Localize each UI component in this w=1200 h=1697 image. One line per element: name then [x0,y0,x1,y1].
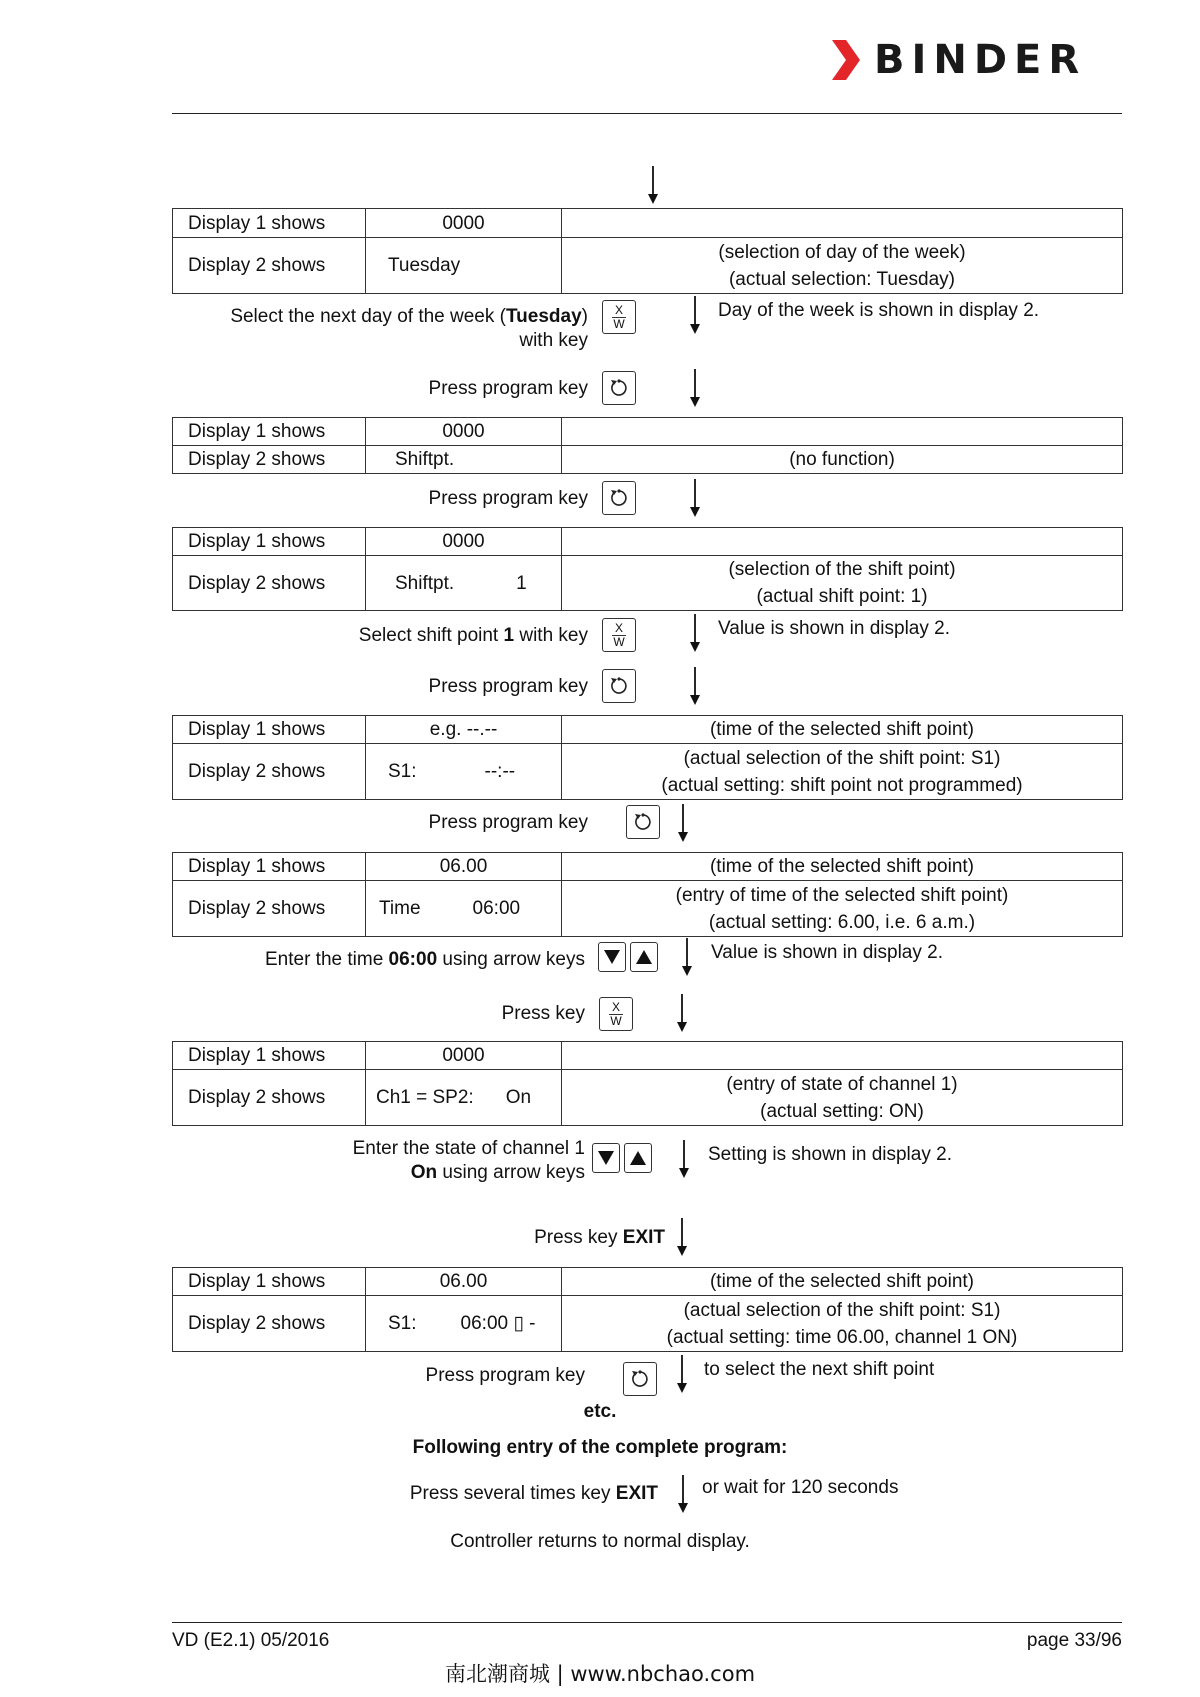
arrow-down-icon [688,479,702,519]
step-press-program-key: Press program key [425,1365,585,1386]
display-2-label: Display 2 shows [173,556,366,611]
etc-label: etc. [583,1401,617,1422]
step-press-program-key: Press program key [428,676,588,697]
brand-logo [832,38,1086,82]
display-1-value: 0000 [366,528,562,556]
display-2-label: Display 2 shows [173,446,366,474]
arrow-down-icon [688,369,702,409]
display-2-label: Display 2 shows [173,744,366,800]
display-2-value: Ch1 = SP2: On [366,1070,562,1126]
arrow-down-icon [675,1355,689,1395]
display-2-desc: (actual selection of the shift point: S1) (actual setting: time 06.00, channel 1 ON) [562,1296,1123,1352]
display-2-value: S1: --:-- [366,744,562,800]
display-2-desc: (entry of time of the selected shift point) (actual setting: 6.00, i.e. 6 a.m.) [562,881,1123,937]
display-2-desc: (actual selection of the shift point: S1) (actual setting: shift point not programmed) [562,744,1123,800]
wait-note: or wait for 120 seconds [702,1477,899,1498]
step-press-program-key: Press program key [428,812,588,833]
display-table-6 [172,1041,1123,1126]
display-1-label: Display 1 shows [173,528,366,556]
step-select-day: Select the next day of the week (Tuesday) with key [230,306,588,351]
step-press-exit: Press key EXIT [534,1227,665,1248]
program-key-icon [602,371,636,405]
display-1-value: 06.00 [366,1268,562,1296]
display-2-value: Tuesday [366,238,562,294]
header-rule [172,113,1122,114]
step-press-exit-several: Press several times key EXIT [409,1483,658,1504]
xw-key-icon: X W [599,997,633,1031]
display-1-desc: (time of the selected shift point) [562,716,1123,744]
footer-page-number: page 33/96 [1026,1630,1122,1651]
display-2-value: Time 06:00 [366,881,562,937]
display-2-label: Display 2 shows [173,238,366,294]
display-2-desc: (selection of the shift point) (actual shift point: 1) [562,556,1123,611]
display-2-value: Shiftpt. 1 [366,556,562,611]
arrow-down-icon [688,667,702,707]
display-1-desc [562,418,1123,446]
arrow-down-icon [675,994,689,1034]
display-1-value: e.g. --.-- [366,716,562,744]
display-1-label: Display 1 shows [173,853,366,881]
step-select-day-note: Day of the week is shown in display 2. [718,300,1040,321]
display-1-desc [562,528,1123,556]
arrow-down-icon [676,1475,690,1515]
display-1-value: 06.00 [366,853,562,881]
display-1-value: 0000 [366,1042,562,1070]
display-table-4 [172,715,1123,800]
arrow-down-icon [676,804,690,844]
display-2-value: S1: 06:00 ▯ - [366,1296,562,1352]
arrow-up-key-icon [630,942,658,972]
brand-name: BINDER [874,37,1087,83]
binder-logo-mark [832,40,862,80]
xw-key-icon: X W [602,300,636,334]
following-entry-heading: Following entry of the complete program: [412,1437,788,1458]
step-press-key: Press key [501,1003,585,1024]
arrow-down-icon [688,614,702,654]
display-1-desc [562,1042,1123,1070]
display-1-desc: (time of the selected shift point) [562,1268,1123,1296]
arrow-down-icon [677,1140,691,1180]
arrow-down-icon [680,938,694,978]
step-enter-channel-state: Enter the state of channel 1 On using arrow keys [352,1138,585,1183]
program-key-icon [626,805,660,839]
display-2-desc: (selection of day of the week) (actual selection: Tuesday) [562,238,1123,294]
step-select-shift-point-note: Value is shown in display 2. [718,618,950,639]
step-select-shift-point: Select shift point 1 with key [358,625,588,646]
step-press-program-key: Press program key [428,488,588,509]
program-key-icon [602,481,636,515]
display-2-label: Display 2 shows [173,1070,366,1126]
arrow-down-key-icon [592,1143,620,1173]
display-1-desc: (time of the selected shift point) [562,853,1123,881]
step-next-shift-point-note: to select the next shift point [704,1359,935,1380]
program-key-icon [623,1362,657,1396]
display-2-desc: (no function) [562,446,1123,474]
display-table-3 [172,527,1123,611]
xw-key-icon: X W [602,618,636,652]
display-table-7 [172,1267,1123,1352]
arrow-down-icon [646,166,660,206]
arrow-up-key-icon [624,1143,652,1173]
step-enter-time: Enter the time 06:00 using arrow keys [264,949,585,970]
arrow-down-key-icon [598,942,626,972]
display-1-label: Display 1 shows [173,716,366,744]
step-press-program-key: Press program key [428,378,588,399]
display-table-2 [172,417,1123,474]
display-2-label: Display 2 shows [173,881,366,937]
display-1-desc [562,209,1123,238]
watermark: 南北潮商城 | www.nbchao.com [444,1662,756,1686]
program-key-icon [602,669,636,703]
display-2-label: Display 2 shows [173,1296,366,1352]
display-1-value: 0000 [366,209,562,238]
footer-rule [172,1622,1122,1623]
arrow-down-icon [688,296,702,336]
display-1-label: Display 1 shows [173,418,366,446]
display-2-desc: (entry of state of channel 1) (actual setting: ON) [562,1070,1123,1126]
step-enter-channel-state-note: Setting is shown in display 2. [708,1144,952,1165]
display-1-value: 0000 [366,418,562,446]
display-1-label: Display 1 shows [173,209,366,238]
display-2-value: Shiftpt. [366,446,562,474]
display-1-label: Display 1 shows [173,1268,366,1296]
step-enter-time-note: Value is shown in display 2. [711,942,943,963]
display-1-label: Display 1 shows [173,1042,366,1070]
footer-version: VD (E2.1) 05/2016 [172,1630,330,1651]
display-table-5 [172,852,1123,937]
display-table-1 [172,208,1123,294]
arrow-down-icon [675,1218,689,1258]
returns-to-normal-text: Controller returns to normal display. [450,1531,750,1552]
